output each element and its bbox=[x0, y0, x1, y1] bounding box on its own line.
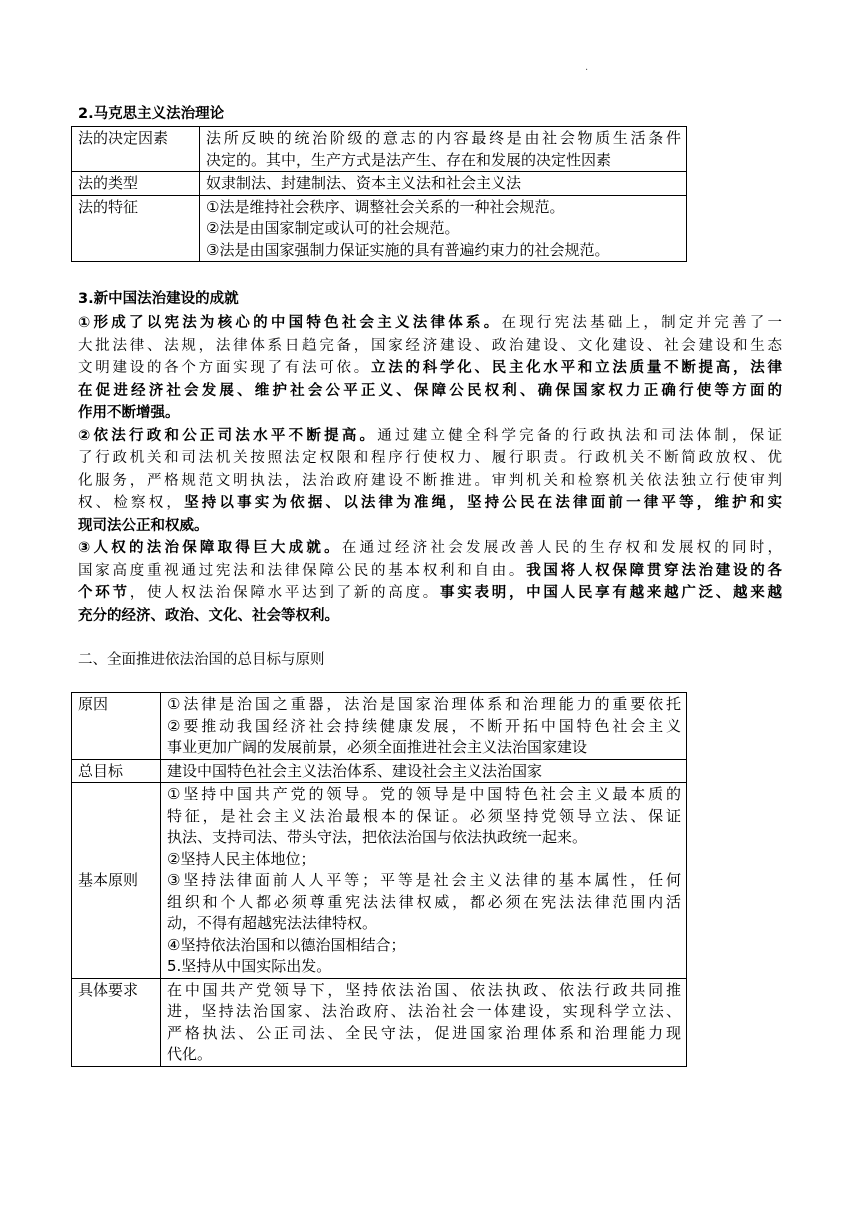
achievement-paragraph-2 bbox=[78, 425, 782, 538]
table-row bbox=[72, 195, 687, 262]
value-line: ②坚持人民主体地位； bbox=[167, 849, 316, 868]
body-text: 权、检察权， bbox=[78, 495, 185, 511]
value-line: 动，不得有超越宪法法律特权。 bbox=[167, 914, 378, 932]
value-line: 奴隶制法、封建制法、资本主义法和社会主义法 bbox=[206, 174, 522, 192]
row-key: 法的类型 bbox=[72, 172, 200, 196]
body-text: 通过建立健全科学完备的行政执法和司法体制，保证 bbox=[377, 427, 782, 444]
bold-text: ①形成了以宪法为核心的中国特色社会主义法律体系。 bbox=[78, 315, 502, 331]
body-text: 化服务，严格规范文明执法，法治政府建设不断推进。审判机关和检察机关依法独立行使审判 bbox=[78, 472, 782, 489]
value-line: ①坚持中国共产党的领导。党的领导是中国特色社会主义最本质的 bbox=[167, 785, 681, 803]
row-value bbox=[161, 978, 687, 1066]
section3-body bbox=[78, 312, 782, 627]
value-line: 进，坚持法治国家、法治政府、法治社会一体建设，实现科学立法、 bbox=[167, 1002, 681, 1020]
value-line: 5.坚持从中国实际出发。 bbox=[167, 957, 332, 975]
value-line: 决定的。其中，生产方式是法产生、存在和发展的决定性因素 bbox=[206, 150, 612, 169]
row-value bbox=[161, 783, 687, 979]
value-line: 在中国共产党领导下，坚持依法治国、依法执政、依法行政共同推 bbox=[167, 980, 681, 999]
body-text: 在现行宪法基础上，制定并完善了一 bbox=[501, 315, 782, 331]
part2-heading: 二、全面推进依法治国的总目标与原则 bbox=[78, 652, 325, 668]
value-line: 组织和个人都必须尊重宪法法律权威，都必须在宪法法律范围内活 bbox=[167, 892, 681, 911]
value-line: 法所反映的统治阶级的意志的内容最终是由社会物质生活条件 bbox=[206, 129, 681, 147]
bold-text: 坚持以事实为依据、以法律为准绳，坚持公民在法律面前一律平等，维护和实 bbox=[184, 495, 782, 511]
body-text: 国家高度重视通过宪法和法律保障公民的基本权利和自由。 bbox=[78, 562, 527, 579]
bold-text: 充分的经济、政治、文化、社会等权利。 bbox=[78, 607, 339, 624]
row-key: 总目标 bbox=[72, 759, 161, 783]
row-value bbox=[161, 759, 687, 783]
value-line: ①法律是治国之重器，法治是国家治理体系和治理能力的重要依托 bbox=[167, 695, 681, 713]
value-line: ④坚持依法治国和以德治国相结合； bbox=[167, 935, 406, 954]
value-line: ③法是由国家强制力保证实施的具有普遍约束力的社会规范。 bbox=[206, 240, 610, 259]
table-row bbox=[72, 693, 687, 760]
bold-text: 作用不断增强。 bbox=[78, 405, 180, 421]
bold-text: 事实表明，中国人民享有越来越广泛、越来越 bbox=[440, 585, 782, 601]
value-line: ①法是维持社会秩序、调整社会关系的一种社会规范。 bbox=[206, 197, 565, 216]
value-line: ②法是由国家制定或认可的社会规范。 bbox=[206, 219, 460, 237]
value-line: 严格执法、公正司法、全民守法，促进国家治理体系和治理能力现 bbox=[167, 1023, 681, 1042]
value-line: 代化。 bbox=[167, 1045, 213, 1063]
page-mark: . bbox=[585, 62, 589, 73]
value-line: 事业更加广阔的发展前景，必须全面推进社会主义法治国家建设 bbox=[167, 738, 588, 756]
row-value bbox=[161, 693, 687, 760]
value-line: ③坚持法律面前人人平等；平等是社会主义法律的基本属性，任何 bbox=[167, 871, 681, 889]
bold-text: ③人权的法治保障取得巨大成就。 bbox=[78, 540, 342, 556]
table-row bbox=[72, 978, 687, 1066]
body-text: 在通过经济社会发展改善人民的生存权和发展权的同时， bbox=[341, 540, 782, 556]
table-row bbox=[72, 783, 687, 979]
section2-heading: 2.马克思主义法治理论 bbox=[78, 106, 225, 122]
marxist-law-table bbox=[71, 126, 687, 262]
value-line: 执法、支持司法、带头守法，把依法治国与依法执政统一起来。 bbox=[167, 828, 588, 846]
bold-text: ②依法行政和公正司法水平不断提高。 bbox=[78, 427, 378, 444]
body-text: ，使人权法治保障水平达到了新的高度。 bbox=[129, 585, 440, 601]
row-key: 原因 bbox=[72, 693, 161, 760]
bold-text: 现司法公正和权威。 bbox=[78, 517, 209, 534]
table-row bbox=[72, 759, 687, 783]
row-key: 具体要求 bbox=[72, 978, 161, 1066]
row-key: 基本原则 bbox=[72, 783, 161, 979]
row-key: 法的决定因素 bbox=[72, 127, 200, 172]
row-value bbox=[200, 127, 687, 172]
value-line: 建设中国特色社会主义法治体系、建设社会主义法治国家 bbox=[167, 761, 543, 780]
row-value bbox=[200, 172, 687, 196]
row-key: 法的特征 bbox=[72, 195, 200, 262]
achievement-paragraph-3 bbox=[78, 537, 782, 627]
table-row bbox=[72, 127, 687, 172]
bold-text: 在促进经济社会发展、维护社会公平正义、保障公民权利、确保国家权力正确行使等方面的 bbox=[78, 382, 782, 399]
bold-text: 我国将人权保障贯穿法治建设的各 bbox=[526, 562, 782, 579]
row-value bbox=[200, 195, 687, 262]
section3-heading: 3.新中国法治建设的成就 bbox=[78, 291, 239, 307]
body-text: 大批法律、法规，法律体系日趋完备，国家经济建设、政治建设、文化建设、社会建设和生态 bbox=[78, 337, 782, 354]
bold-text: 个环节 bbox=[78, 585, 130, 601]
achievement-paragraph-1 bbox=[78, 312, 782, 425]
table-row bbox=[72, 172, 687, 196]
body-text: 文明建设的各个方面实现了有法可依。 bbox=[78, 360, 372, 376]
rule-of-law-goals-table bbox=[71, 692, 687, 1067]
value-line: 特征，是社会主义法治最根本的保证。必须坚持党领导立法、保证 bbox=[167, 806, 681, 825]
value-line: ②要推动我国经济社会持续健康发展，不断开拓中国特色社会主义 bbox=[167, 716, 681, 735]
bold-text: 立法的科学化、民主化水平和立法质量不断提高，法律 bbox=[371, 360, 782, 376]
body-text: 了行政机关和司法机关按照法定权限和程序行使权力、履行职责。行政机关不断简政放权、优 bbox=[78, 450, 782, 466]
